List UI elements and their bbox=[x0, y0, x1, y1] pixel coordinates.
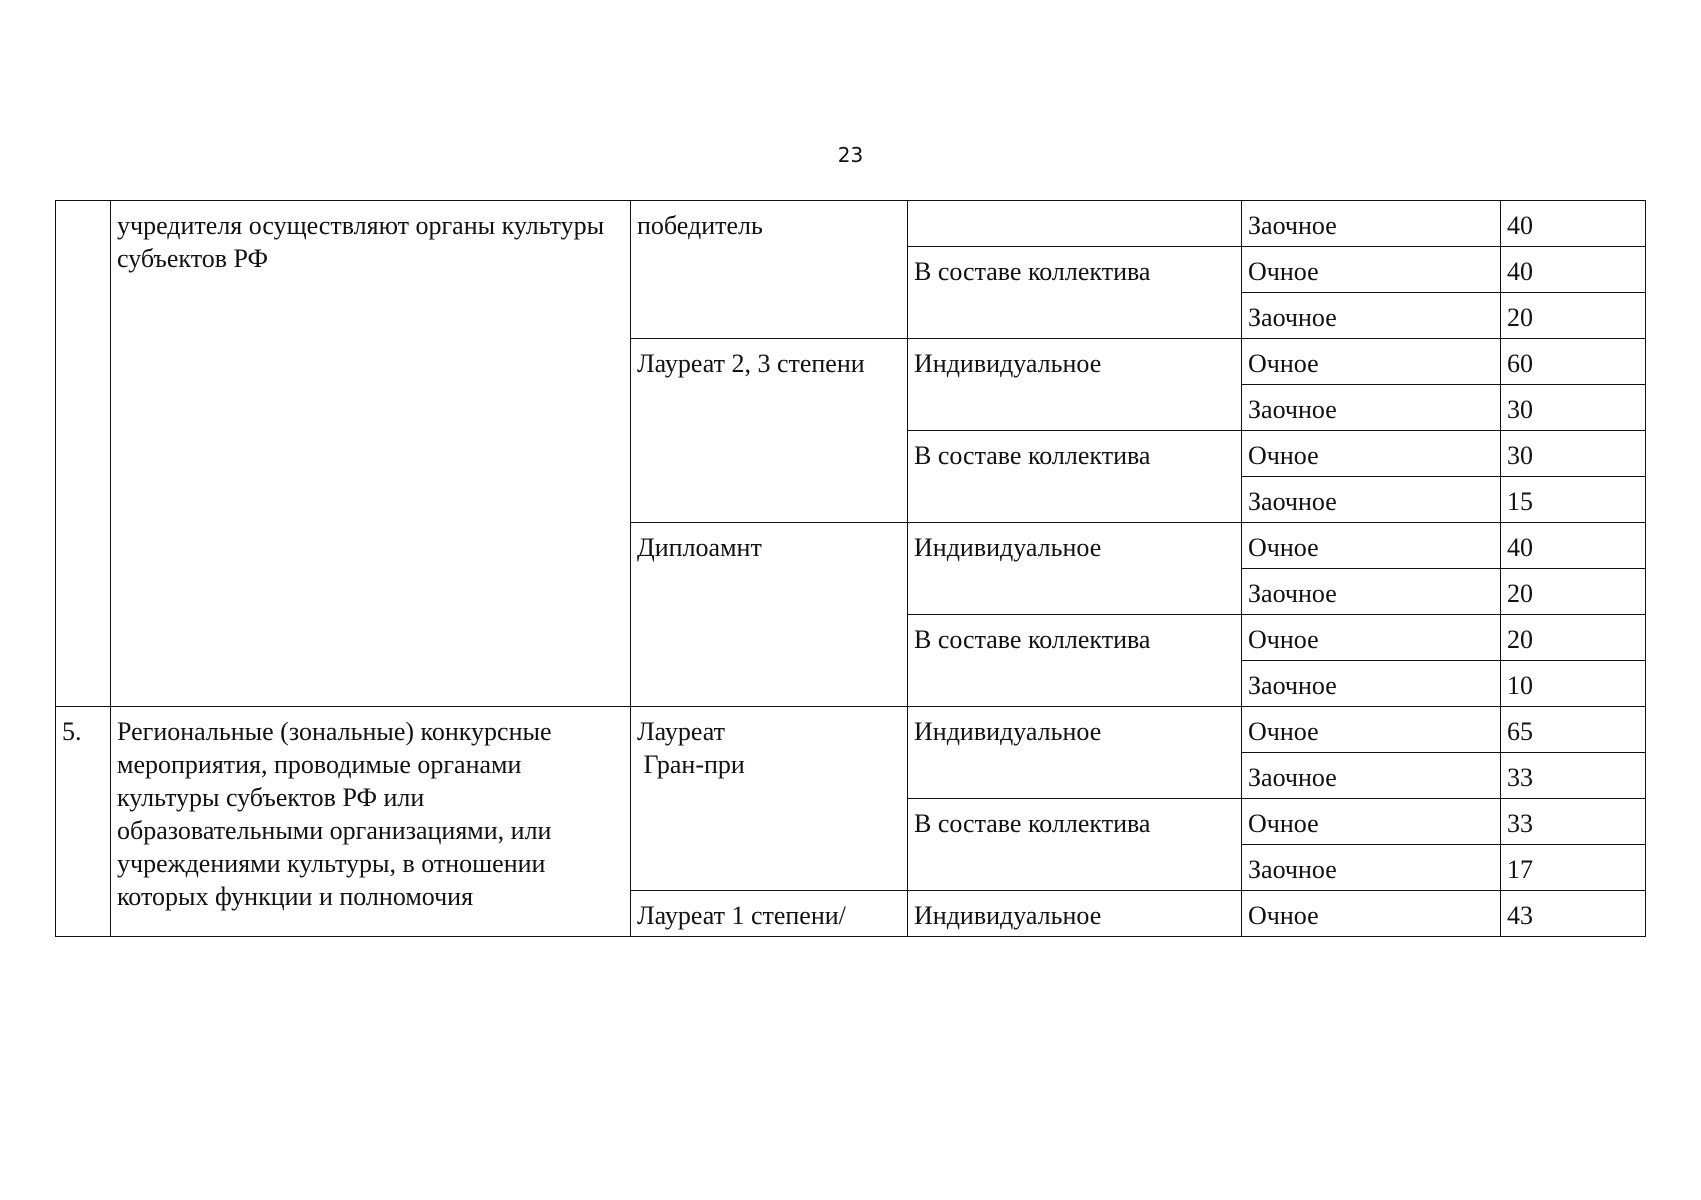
form-cell: Заочное bbox=[1242, 845, 1501, 891]
page-number: 23 bbox=[837, 143, 864, 167]
form-cell: Очное bbox=[1242, 523, 1501, 569]
table-row bbox=[56, 201, 1646, 247]
participation-cell bbox=[908, 201, 1242, 247]
event-name-cell: учредителя осуществляют органы культуры субъектов РФ bbox=[111, 201, 631, 707]
form-cell: Заочное bbox=[1242, 477, 1501, 523]
form-cell: Очное bbox=[1242, 247, 1501, 293]
event-name-cell: Региональные (зональные) конкурсные мероприятия, проводимые органами культуры субъектов РФ или образовательными организациями, или учреждениями культуры, в отношении которых функции и полномочия bbox=[111, 707, 631, 937]
table-row bbox=[56, 707, 1646, 753]
form-cell: Очное bbox=[1242, 891, 1501, 937]
participation-cell: Индивидуальное bbox=[908, 523, 1242, 615]
points-cell: 33 bbox=[1501, 799, 1646, 845]
form-cell: Очное bbox=[1242, 799, 1501, 845]
award-cell: победитель bbox=[631, 201, 908, 339]
criteria-table bbox=[55, 200, 1646, 937]
participation-cell: В составе коллектива bbox=[908, 431, 1242, 523]
points-cell: 65 bbox=[1501, 707, 1646, 753]
row-number-cell bbox=[56, 201, 111, 707]
award-cell: Лауреат Гран-при bbox=[631, 707, 908, 891]
points-cell: 60 bbox=[1501, 339, 1646, 385]
form-cell: Заочное bbox=[1242, 569, 1501, 615]
participation-cell: В составе коллектива bbox=[908, 615, 1242, 707]
participation-cell: Индивидуальное bbox=[908, 339, 1242, 431]
form-cell: Очное bbox=[1242, 615, 1501, 661]
form-cell: Заочное bbox=[1242, 385, 1501, 431]
points-cell: 20 bbox=[1501, 615, 1646, 661]
participation-cell: Индивидуальное bbox=[908, 707, 1242, 799]
award-cell: Диплоамнт bbox=[631, 523, 908, 707]
points-cell: 20 bbox=[1501, 569, 1646, 615]
form-cell: Заочное bbox=[1242, 201, 1501, 247]
form-cell: Заочное bbox=[1242, 661, 1501, 707]
award-cell: Лауреат 1 степени/ bbox=[631, 891, 908, 937]
points-cell: 15 bbox=[1501, 477, 1646, 523]
award-cell: Лауреат 2, 3 степени bbox=[631, 339, 908, 523]
points-cell: 10 bbox=[1501, 661, 1646, 707]
points-cell: 40 bbox=[1501, 201, 1646, 247]
points-cell: 17 bbox=[1501, 845, 1646, 891]
points-cell: 20 bbox=[1501, 293, 1646, 339]
points-cell: 43 bbox=[1501, 891, 1646, 937]
points-cell: 30 bbox=[1501, 385, 1646, 431]
form-cell: Заочное bbox=[1242, 293, 1501, 339]
participation-cell: В составе коллектива bbox=[908, 247, 1242, 339]
points-cell: 30 bbox=[1501, 431, 1646, 477]
form-cell: Очное bbox=[1242, 431, 1501, 477]
form-cell: Очное bbox=[1242, 707, 1501, 753]
row-number-cell: 5. bbox=[56, 707, 111, 937]
participation-cell: Индивидуальное bbox=[908, 891, 1242, 937]
points-cell: 40 bbox=[1501, 247, 1646, 293]
points-cell: 33 bbox=[1501, 753, 1646, 799]
form-cell: Очное bbox=[1242, 339, 1501, 385]
form-cell: Заочное bbox=[1242, 753, 1501, 799]
points-cell: 40 bbox=[1501, 523, 1646, 569]
participation-cell: В составе коллектива bbox=[908, 799, 1242, 891]
